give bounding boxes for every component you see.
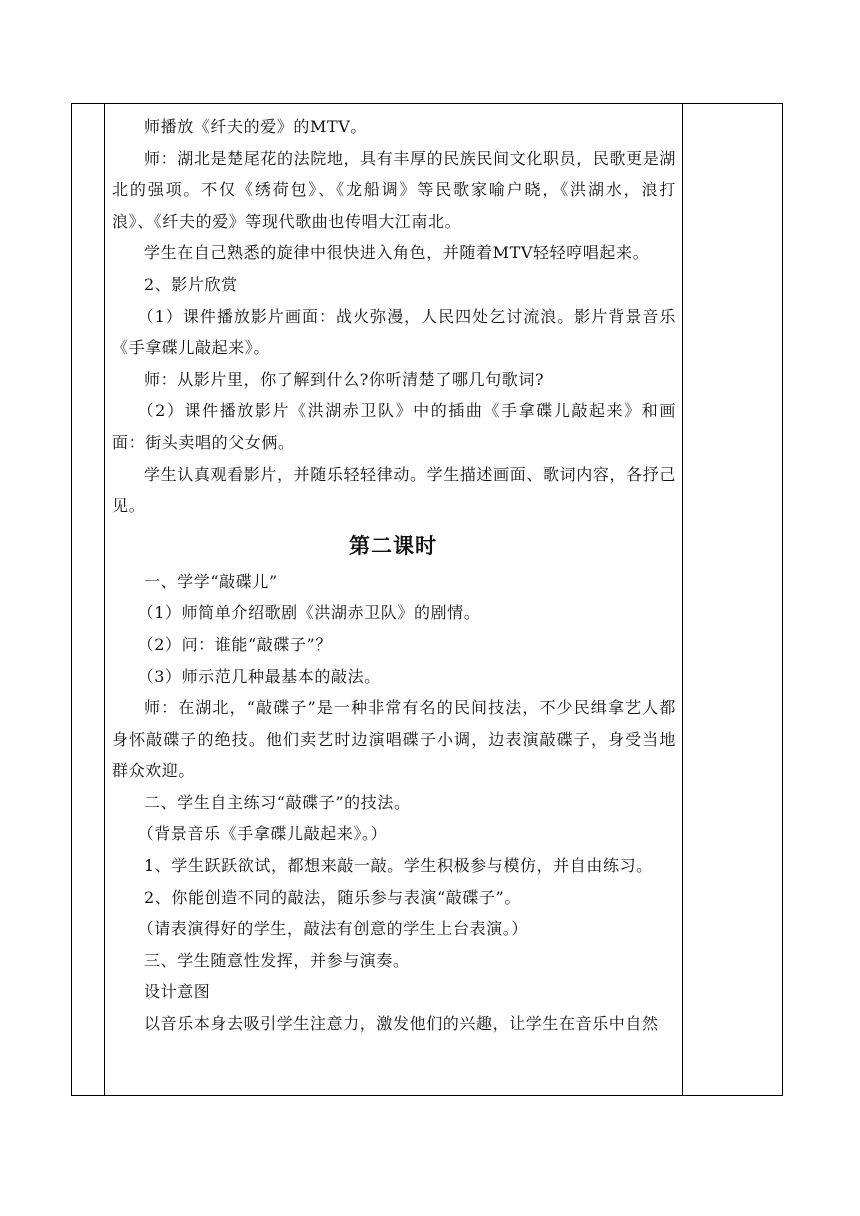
paragraph: 师：在湖北，“敲碟子”是一种非常有名的民间技法，不少民缉拿艺人都身怀敲碟子的绝技。他们卖艺时边演唱碟子小调，边表演敲碟子，身受当地群众欢迎。	[112, 698, 676, 781]
paragraph: 以音乐本身去吸引学生注意力，激发他们的兴趣，让学生在音乐中自然	[144, 1014, 659, 1034]
paragraph: （1）师简单介绍歌剧《洪湖赤卫队》的剧情。	[137, 603, 481, 623]
paragraph: （3）师示范几种最基本的敲法。	[137, 666, 381, 686]
paragraph: （请表演得好的学生，敲法有创意的学生上台表演。）	[137, 919, 528, 939]
paragraph: 师播放《纤夫的爱》的MTV。	[144, 117, 368, 136]
top-spacing	[104, 103, 682, 111]
paragraph: 学生认真观看影片，并随乐轻轻律动。学生描述画面、歌词内容，各抒己见。	[112, 464, 676, 516]
section-heading: 第二课时	[349, 533, 437, 558]
paragraph: 师：湖北是楚尾花的法院地，具有丰厚的民族民间文化职员，民歌更是湖北的强项。不仅《绣荷包》、《龙船调》等民歌家喻户晓，《洪湖水，浪打浪》、《纤夫的爱》等现代歌曲也传唱大江南北。	[112, 148, 676, 231]
paragraph: 1、学生跃跃欲试，都想来敲一敲。学生积极参与模仿，并自由练习。	[144, 856, 653, 876]
right-column-divider	[682, 104, 683, 1095]
paragraph: （1）课件播放影片画面：战火弥漫，人民四处乞讨流浪。影片背景音乐《手拿碟儿敲起来》。	[112, 306, 676, 358]
paragraph: 师：从影片里，你了解到什么?你听清楚了哪几句歌词?	[144, 369, 545, 389]
lesson-content-cell	[104, 103, 682, 1096]
paragraph: 学生在自己熟悉的旋律中很快进入角色，并随着MTV轻轻哼唱起来。	[144, 243, 650, 263]
paragraph: 设计意图	[144, 982, 211, 1002]
paragraph: （2）课件播放影片《洪湖赤卫队》中的插曲《手拿碟儿敲起来》和画面：街头卖唱的父女俩。	[112, 401, 676, 452]
paragraph: 一、学学“敲碟儿”	[144, 571, 278, 591]
paragraph: 2、你能创造不同的敲法，随乐参与表演“敲碟子”。	[144, 887, 521, 907]
paragraph: 2、影片欣赏	[144, 274, 238, 294]
paragraph: 三、学生随意性发挥，并参与演奏。	[144, 950, 410, 970]
paragraph: （2）问：谁能“敲碟子”？	[137, 634, 332, 654]
paragraph: （背景音乐《手拿碟儿敲起来》。）	[137, 824, 388, 844]
paragraph: 二、学生自主练习“敲碟子”的技法。	[144, 792, 411, 812]
